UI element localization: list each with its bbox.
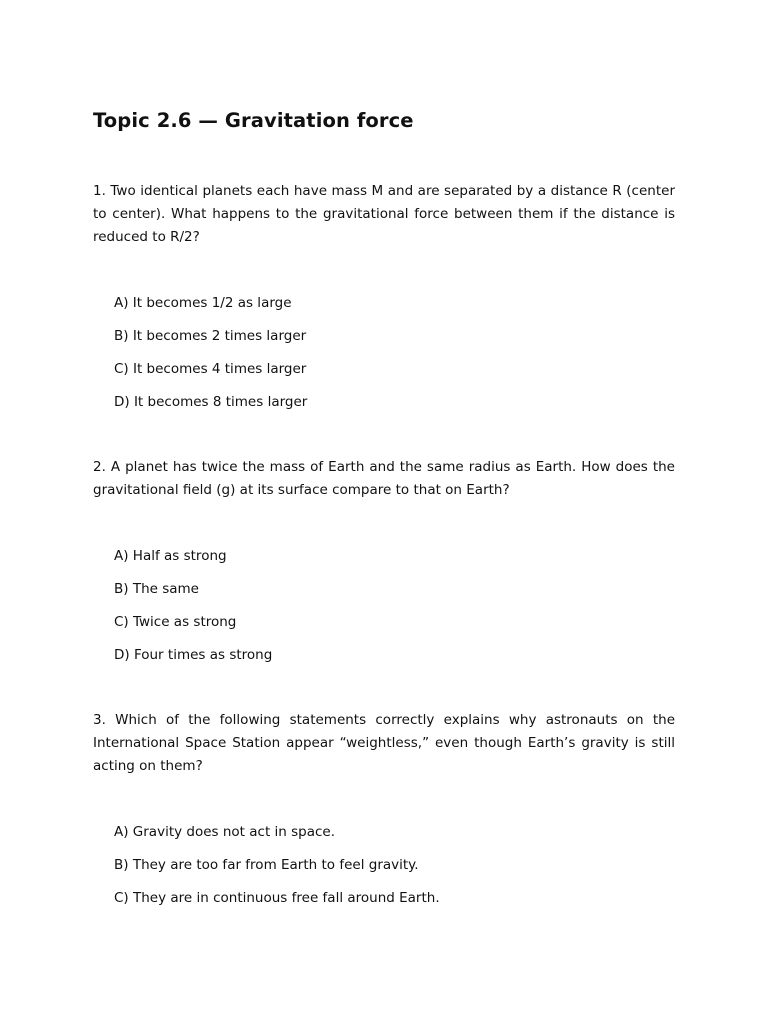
question-1-option-a: A) It becomes 1/2 as large [114,295,292,311]
question-1-text: 1. Two identical planets each have mass M and are separated by a distance R (center to center). What happens to the gravitational force between them if the distance is reduced to R/2? [93,183,675,245]
question-2-option-d: D) Four times as strong [114,647,273,663]
question-3-option-a: A) Gravity does not act in space. [114,824,336,840]
question-1-option-b: B) It becomes 2 times larger [114,328,307,344]
question-3-text: 3. Which of the following statements correctly explains why astronauts on the International Space Station appear “weightless,” even though Earth’s gravity is still acting on them? [93,712,675,774]
question-1-option-c: C) It becomes 4 times larger [114,361,307,377]
page-title: Topic 2.6 — Gravitation force [93,109,414,132]
question-2-option-b: B) The same [114,581,199,597]
question-2-option-c: C) Twice as strong [114,614,237,630]
question-2-option-a: A) Half as strong [114,548,227,564]
question-2-text: 2. A planet has twice the mass of Earth and the same radius as Earth. How does the gravitational field (g) at its surface compare to that on Earth? [93,459,675,498]
question-3-option-b: B) They are too far from Earth to feel gravity. [114,857,419,873]
question-3-option-c: C) They are in continuous free fall around Earth. [114,890,440,906]
question-1-option-d: D) It becomes 8 times larger [114,394,308,410]
